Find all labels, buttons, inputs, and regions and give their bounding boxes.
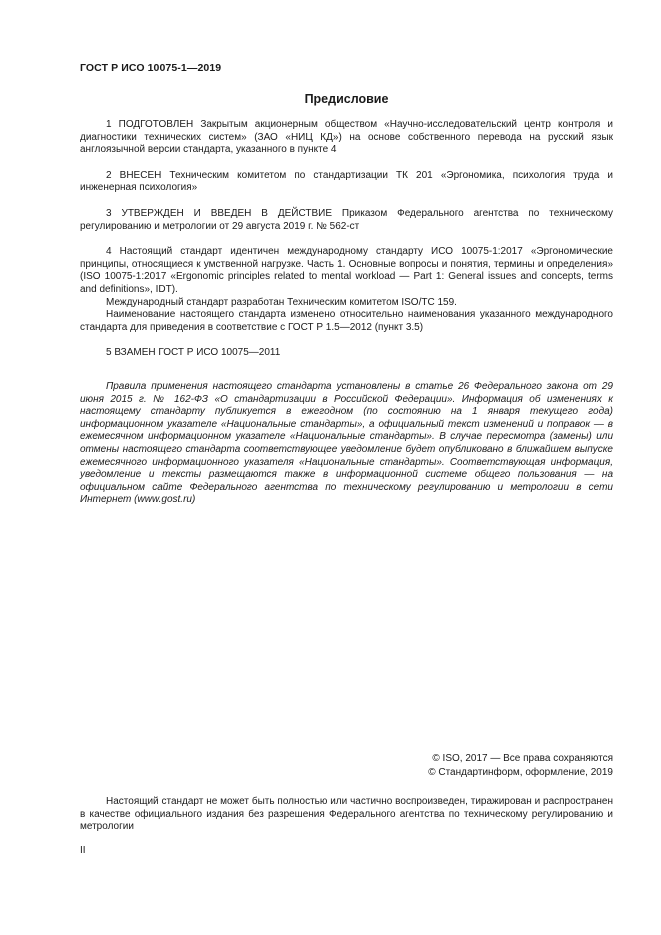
foreword-body [80,119,613,360]
item-identical: 4 Настоящий стандарт идентичен международному стандарту ИСО 10075-1:2017 «Эргономические принципы, относящиеся к умственной нагрузке. Часть 1. Основные вопросы и понятия, термины и определения» (ISO 10075-1:2017 «Ergonomic principles related to mental workload — Part 1: General issues and concepts, terms and definitions», IDT). [80,246,613,295]
item-replaces: 5 ВЗАМЕН ГОСТ Р ИСО 10075—2011 [106,347,281,359]
application-rules-text: Правила применения настоящего стандарта установлены в статье 26 Федерального закона от 29 июня 2015 г. № 162-ФЗ «О стандартизации в Российской Федерации». Информация об изменениях к настоящему стандарту публикуется в ежегодном (по состоянию на 1 января текущего года) информационном указателе «Национальные стандарты», а официальный текст изменений и поправок — в ежемесячном информационном указателе «Национальные стандарты». В случае пересмотра (замены) или отмены настоящего стандарта соответствующее уведомление будет опубликовано в ближайшем выпуске ежемесячного информационного указателя «Национальные стандарты». Соответствующая информация, уведомление и тексты размещаются также в информационной системе общего пользования — на официальном сайте Федерального агентства по техническому регулированию и метрологии в сети Интернет (www.gost.ru) [80,381,613,506]
application-rules [80,381,613,507]
item-introduced: 2 ВНЕСЕН Техническим комитетом по стандартизации ТК 201 «Эргономика, психология труда и инженерная психология» [80,169,613,194]
item-name-changed: Наименование настоящего стандарта изменено относительно наименования указанного международного стандарта для приведения в соответствие с ГОСТ Р 1.5—2012 (пункт 3.5) [80,309,613,333]
section-title: Предисловие [304,92,389,106]
reproduction-notice [80,796,613,834]
reproduction-notice-text: Настоящий стандарт не может быть полностью или частично воспроизведен, тиражирован и распространен в качестве официального издания без разрешения Федерального агентства по техническому регулированию и метрологии [80,796,613,833]
item-prepared: 1 ПОДГОТОВЛЕН Закрытым акционерным обществом «Научно-исследовательский центр контроля и диагностики технических систем» (ЗАО «НИЦ КД») на основе собственного перевода на русский язык англоязычной версии стандарта, указанного в пункте 4 [80,119,613,156]
item-developed-by: Международный стандарт разработан Техническим комитетом ISO/TC 159. [106,296,457,308]
copyright-block [428,752,613,779]
document-code: ГОСТ Р ИСО 10075-1—2019 [80,62,222,74]
item-approved: 3 УТВЕРЖДЕН И ВВЕДЕН В ДЕЙСТВИЕ Приказом Федерального агентства по техническому регулированию и метрологии от 29 августа 2019 г. № 562-ст [80,207,613,232]
copyright-standartinform: © Стандартинформ, оформление, 2019 [428,766,613,778]
page-number: II [80,845,86,856]
copyright-iso: © ISO, 2017 — Все права сохраняются [432,753,613,764]
